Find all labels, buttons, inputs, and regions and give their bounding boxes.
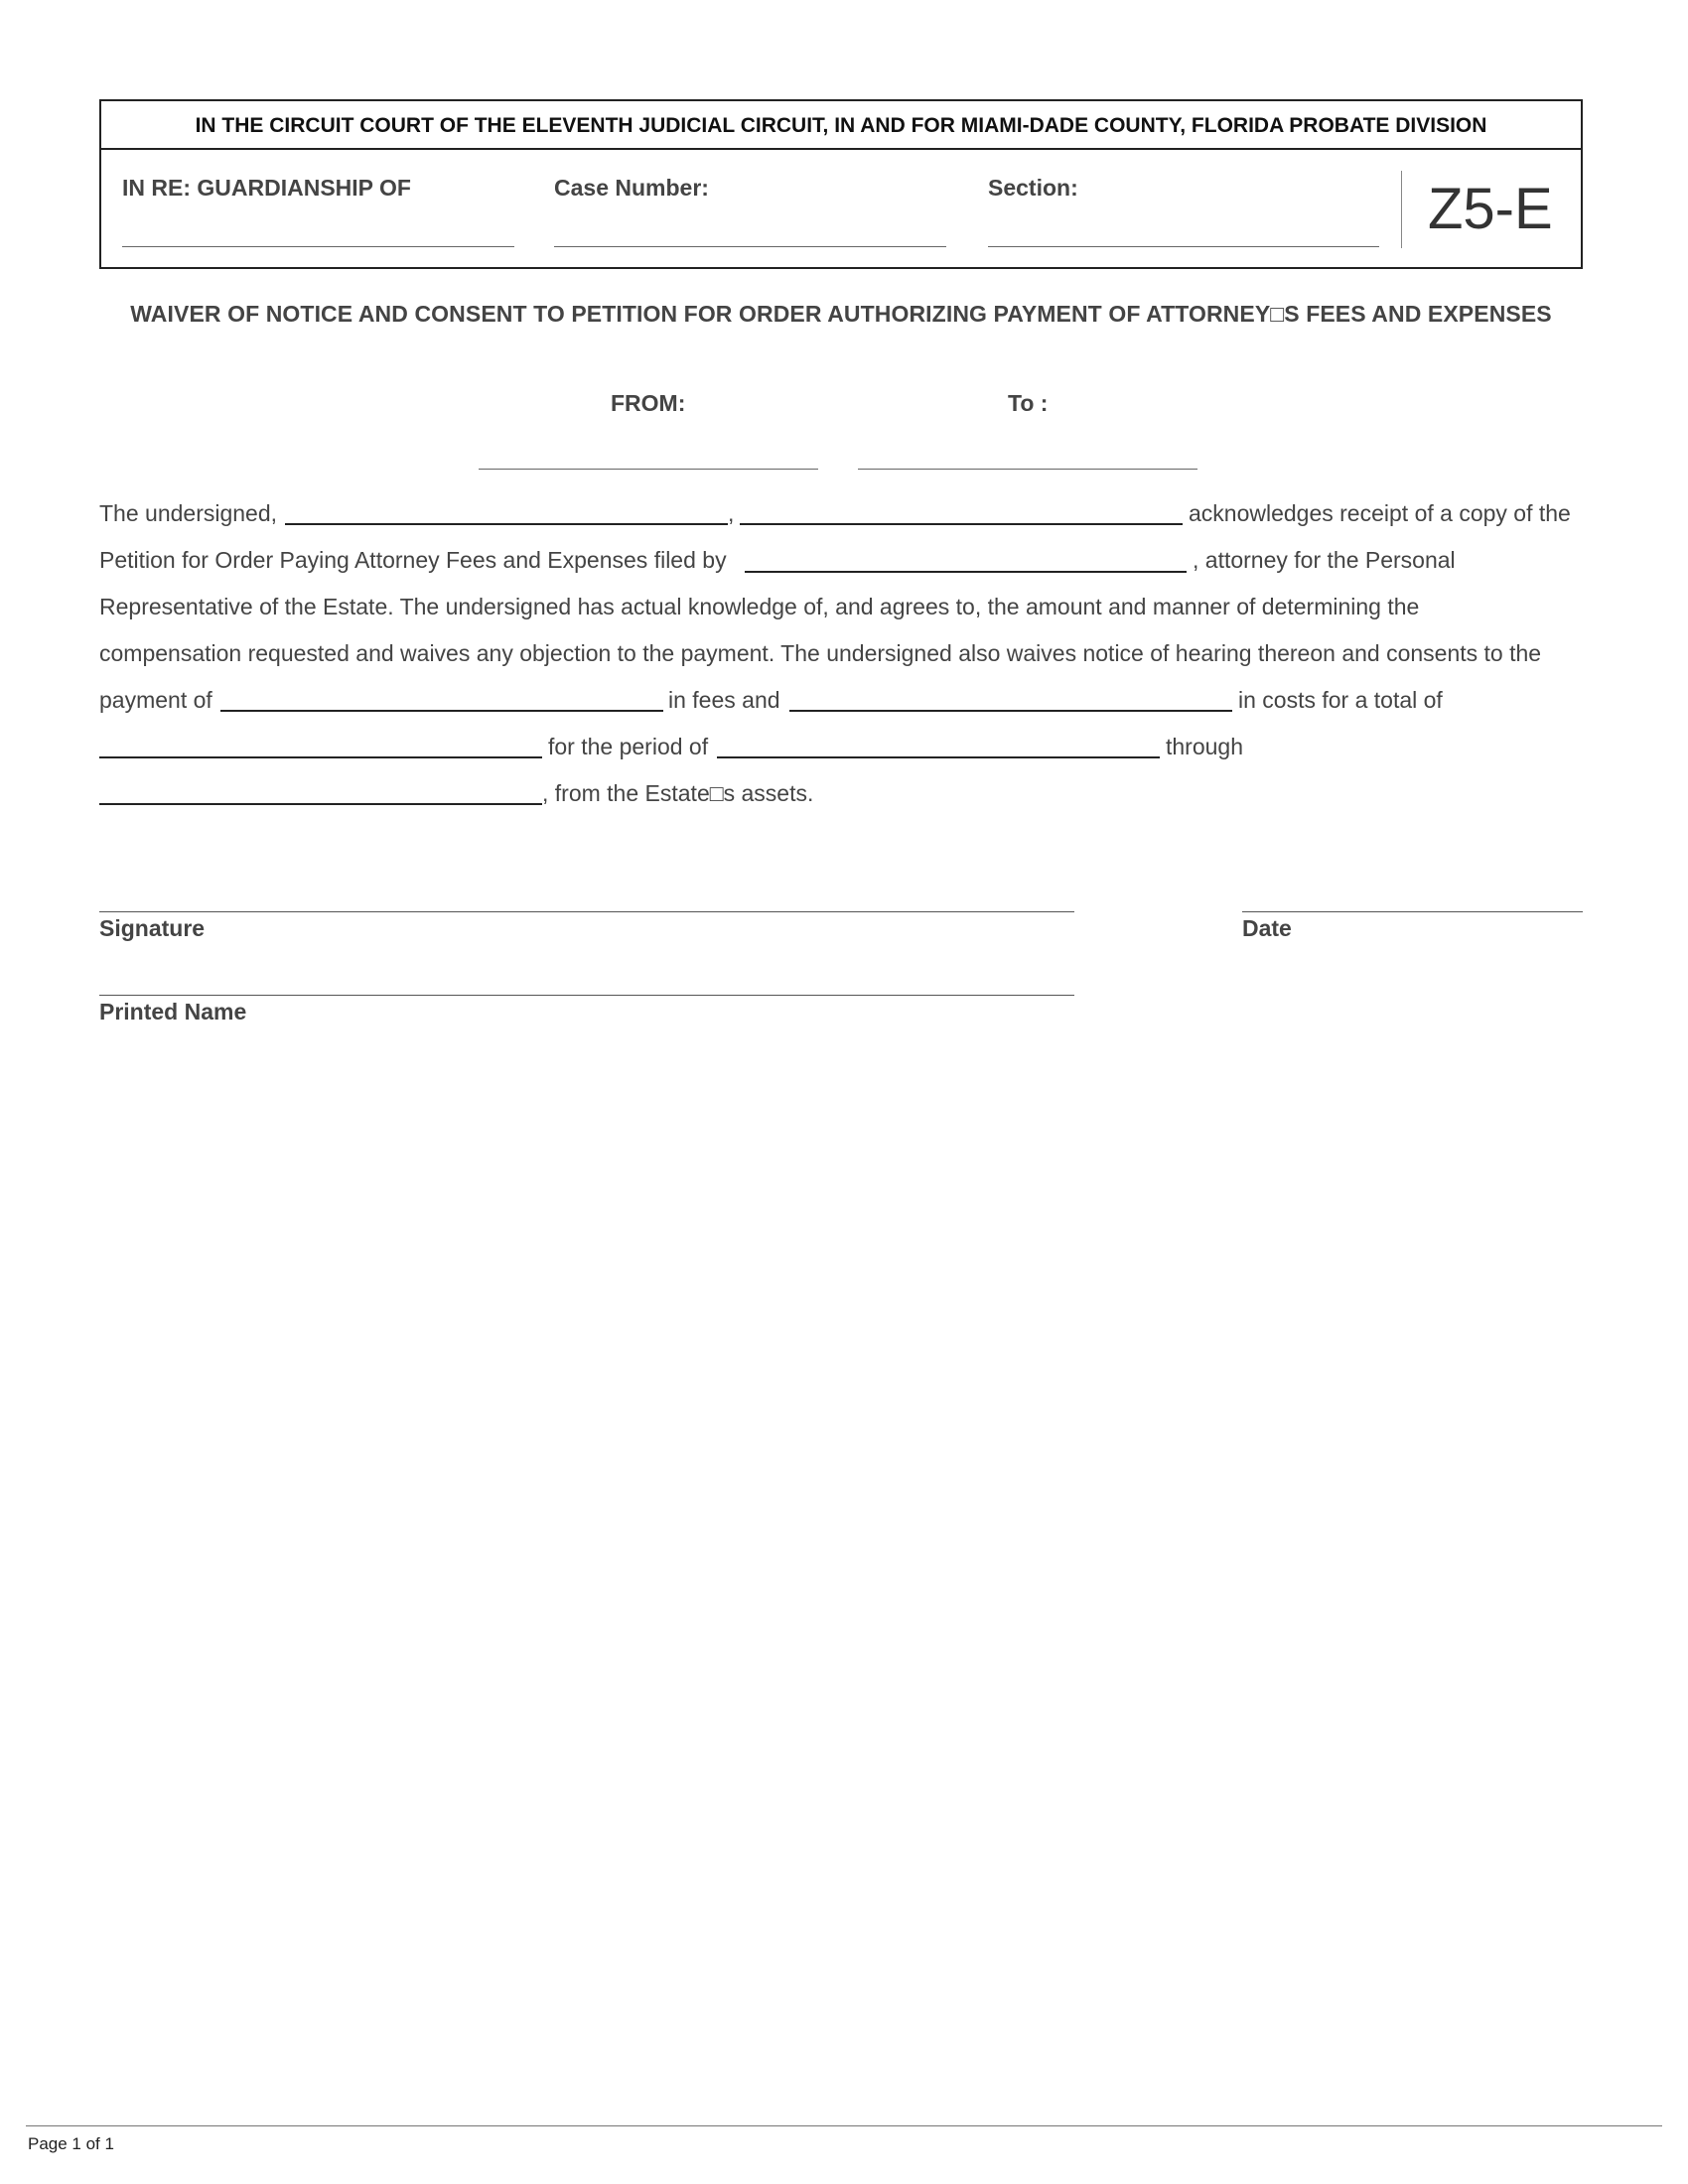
body-line2-end: , attorney for the Personal [1193,547,1456,573]
body-line5-end: in costs for a total of [1238,687,1443,713]
in-re-label: IN RE: GUARDIANSHIP OF [122,175,411,201]
form-code: Z5-E [1428,177,1553,241]
to-label: To : [1008,390,1049,416]
body-line6-mid: for the period of [548,734,709,759]
body-line1-comma: , [728,500,735,526]
body-line5-mid: in fees and [668,687,780,713]
date-field[interactable] [1242,911,1583,912]
period-end-field[interactable] [99,803,542,805]
to-date-field[interactable] [858,469,1197,470]
costs-amount-field[interactable] [789,710,1232,712]
case-number-field[interactable] [554,246,946,247]
document-title: WAIVER OF NOTICE AND CONSENT TO PETITION FOR ORDER AUTHORIZING PAYMENT OF ATTORNEY□S FEES AND EXPENSES [130,301,1552,327]
case-header-box [99,99,1583,269]
total-amount-field[interactable] [99,756,542,758]
page-number: Page 1 of 1 [28,2134,114,2153]
from-label: FROM: [611,390,686,416]
court-title: IN THE CIRCUIT COURT OF THE ELEVENTH JUDICIAL CIRCUIT, IN AND FOR MIAMI-DADE COUNTY, FLORIDA PROBATE DIVISION [101,101,1581,150]
signature-label: Signature [99,915,206,941]
body-line4: compensation requested and waives any objection to the payment. The undersigned also waives notice of hearing thereon and consents to the [99,640,1542,666]
period-start-field[interactable] [717,756,1160,758]
signature-field[interactable] [99,911,1074,912]
form-code-divider [1401,171,1402,248]
section-field[interactable] [988,246,1379,247]
body-line6-end: through [1166,734,1244,759]
in-re-field[interactable] [122,246,514,247]
printed-name-label: Printed Name [99,999,247,1024]
attorney-name-field[interactable] [745,571,1187,573]
body-line3: Representative of the Estate. The undersigned has actual knowledge of, and agrees to, the amount and manner of determining the [99,594,1420,619]
body-line5-start: payment of [99,687,212,713]
date-label: Date [1242,915,1292,941]
case-number-label: Case Number: [554,175,709,201]
section-label: Section: [988,175,1078,201]
body-line1-end: acknowledges receipt of a copy of the [1189,500,1571,526]
from-date-field[interactable] [479,469,818,470]
undersigned-capacity-field[interactable] [740,523,1183,525]
body-line7-end: , from the Estate□s assets. [542,780,814,806]
footer-rule [26,2125,1662,2126]
printed-name-field[interactable] [99,995,1074,996]
undersigned-name-field[interactable] [285,523,728,525]
body-line2-start: Petition for Order Paying Attorney Fees and Expenses filed by [99,547,727,573]
body-line1-start: The undersigned, [99,500,278,526]
fees-amount-field[interactable] [220,710,663,712]
